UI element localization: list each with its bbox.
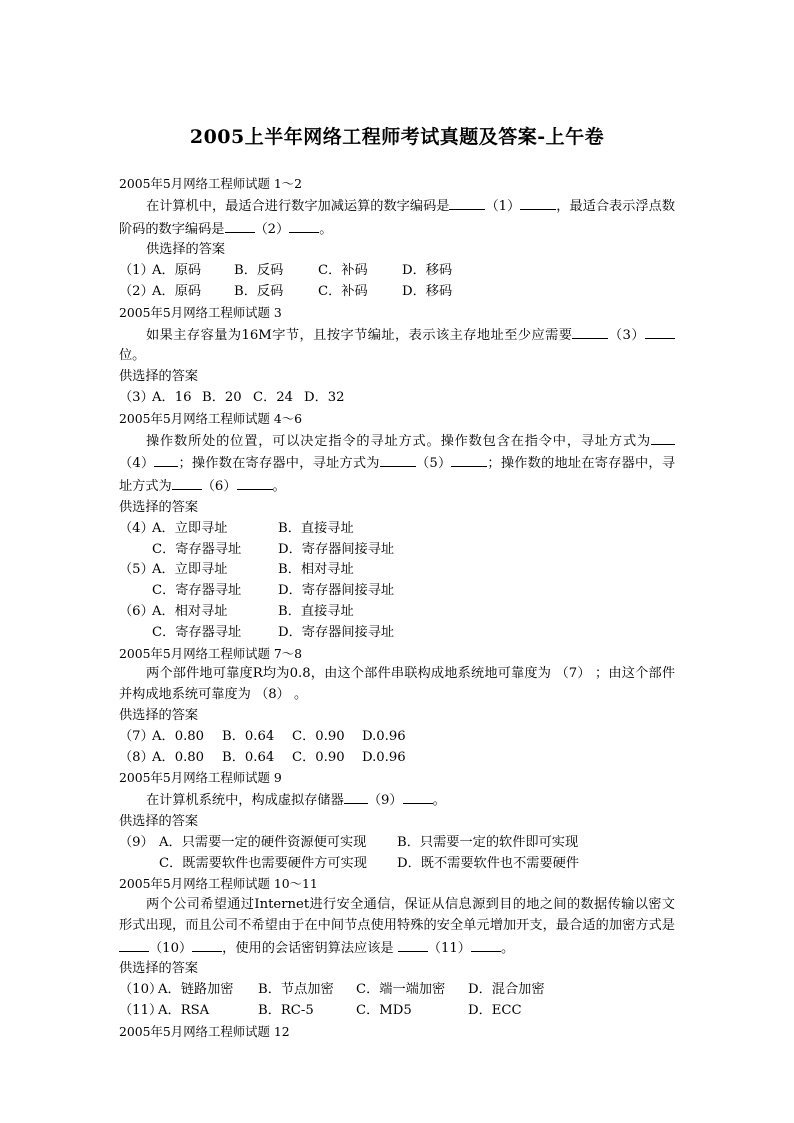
question-heading: 2005年5月网络工程师试题 12 — [119, 1023, 290, 1039]
question-stem: 在计算机中，最适合进行数字加减运算的数字编码是 （1） ，最适合表示浮点数阶码的数字编码是 （2） 。 — [119, 195, 675, 241]
option-row: C．寄存器寻址 D．寄存器间接寻址 — [152, 583, 395, 599]
answers-label: 供选择的答案 — [119, 961, 199, 977]
question-heading: 2005年5月网络工程师试题 10～11 — [119, 876, 318, 892]
option-row: （4）A．立即寻址 B．直接寻址 — [119, 520, 354, 536]
question-stem: 操作数所处的位置，可以决定指令的寻址方式。操作数包含在指令中，寻址方式为（4） ；操作数在寄存器中，寻址方式为 （5） ；操作数的地址在寄存器中，寻址方式为 （6） 。 — [119, 430, 675, 498]
option-row: （6）A．相对寻址 B．直接寻址 — [119, 603, 354, 619]
option-row: （7）A．0.80 B．0.64 C．0.90 D.0.96 — [119, 728, 406, 744]
option-row: （11）A．RSA B．RC-5 C．MD5 D．ECC — [119, 1003, 522, 1019]
option-row: （2）A．原码 B．反码 C．补码 D．移码 — [119, 283, 453, 299]
answers-label: 供选择的答案 — [119, 707, 199, 723]
option-row: （8）A．0.80 B．0.64 C．0.90 D.0.96 — [119, 749, 406, 765]
question-stem: 两个部件地可靠度R均为0.8，由这个部件串联构成地系统地可靠度为 （7） ；由这个部件并构成地系统可靠度为 （8） 。 — [119, 666, 676, 703]
question-heading: 2005年5月网络工程师试题 7～8 — [119, 645, 303, 661]
answers-label: 供选择的答案 — [119, 813, 199, 829]
option-row: C．寄存器寻址 D．寄存器间接寻址 — [152, 541, 395, 557]
option-row: C．既需要软件也需要硬件方可实现 D．既不需要软件也不需要硬件 — [159, 855, 580, 871]
answers-label: 供选择的答案 — [119, 499, 199, 515]
answers-label: 供选择的答案 — [146, 242, 226, 258]
option-row: （3）A．16 B．20 C．24 D．32 — [119, 389, 345, 405]
question-heading: 2005年5月网络工程师试题 4～6 — [119, 410, 303, 426]
document-title: 2005上半年网络工程师考试真题及答案-上午卷 — [189, 126, 605, 148]
answers-label: 供选择的答案 — [119, 369, 199, 385]
question-stem: 如果主存容量为16M字节，且按字节编址，表示该主存地址至少应需要 （3）位。 — [119, 324, 675, 368]
question-heading: 2005年5月网络工程师试题 9 — [119, 770, 282, 786]
document-body — [119, 174, 675, 1043]
option-row: （10）A．链路加密 B．节点加密 C．端一端加密 D．混合加密 — [119, 982, 545, 998]
question-heading: 2005年5月网络工程师试题 1～2 — [119, 176, 303, 191]
question-heading: 2005年5月网络工程师试题 3 — [119, 304, 282, 320]
option-row: （1）A．原码 B．反码 C．补码 D．移码 — [119, 263, 453, 279]
option-row: （5）A．立即寻址 B．相对寻址 — [119, 562, 354, 578]
option-row: C．寄存器寻址 D．寄存器间接寻址 — [152, 624, 395, 640]
question-stem: 在计算机系统中，构成虚拟存储器 （9） 。 — [119, 789, 675, 812]
option-row: （9） A．只需要一定的硬件资源便可实现 B．只需要一定的软件即可实现 — [119, 834, 579, 850]
question-stem: 两个公司希望通过Internet进行安全通信，保证从信息源到目的地之间的数据传输以密文形式出现，而且公司不希望由于在中间节点使用特殊的安全单元增加开支，最合适的加密方式是（10） ，使用的会话密钥算法应该是 （11） 。 — [119, 897, 675, 956]
